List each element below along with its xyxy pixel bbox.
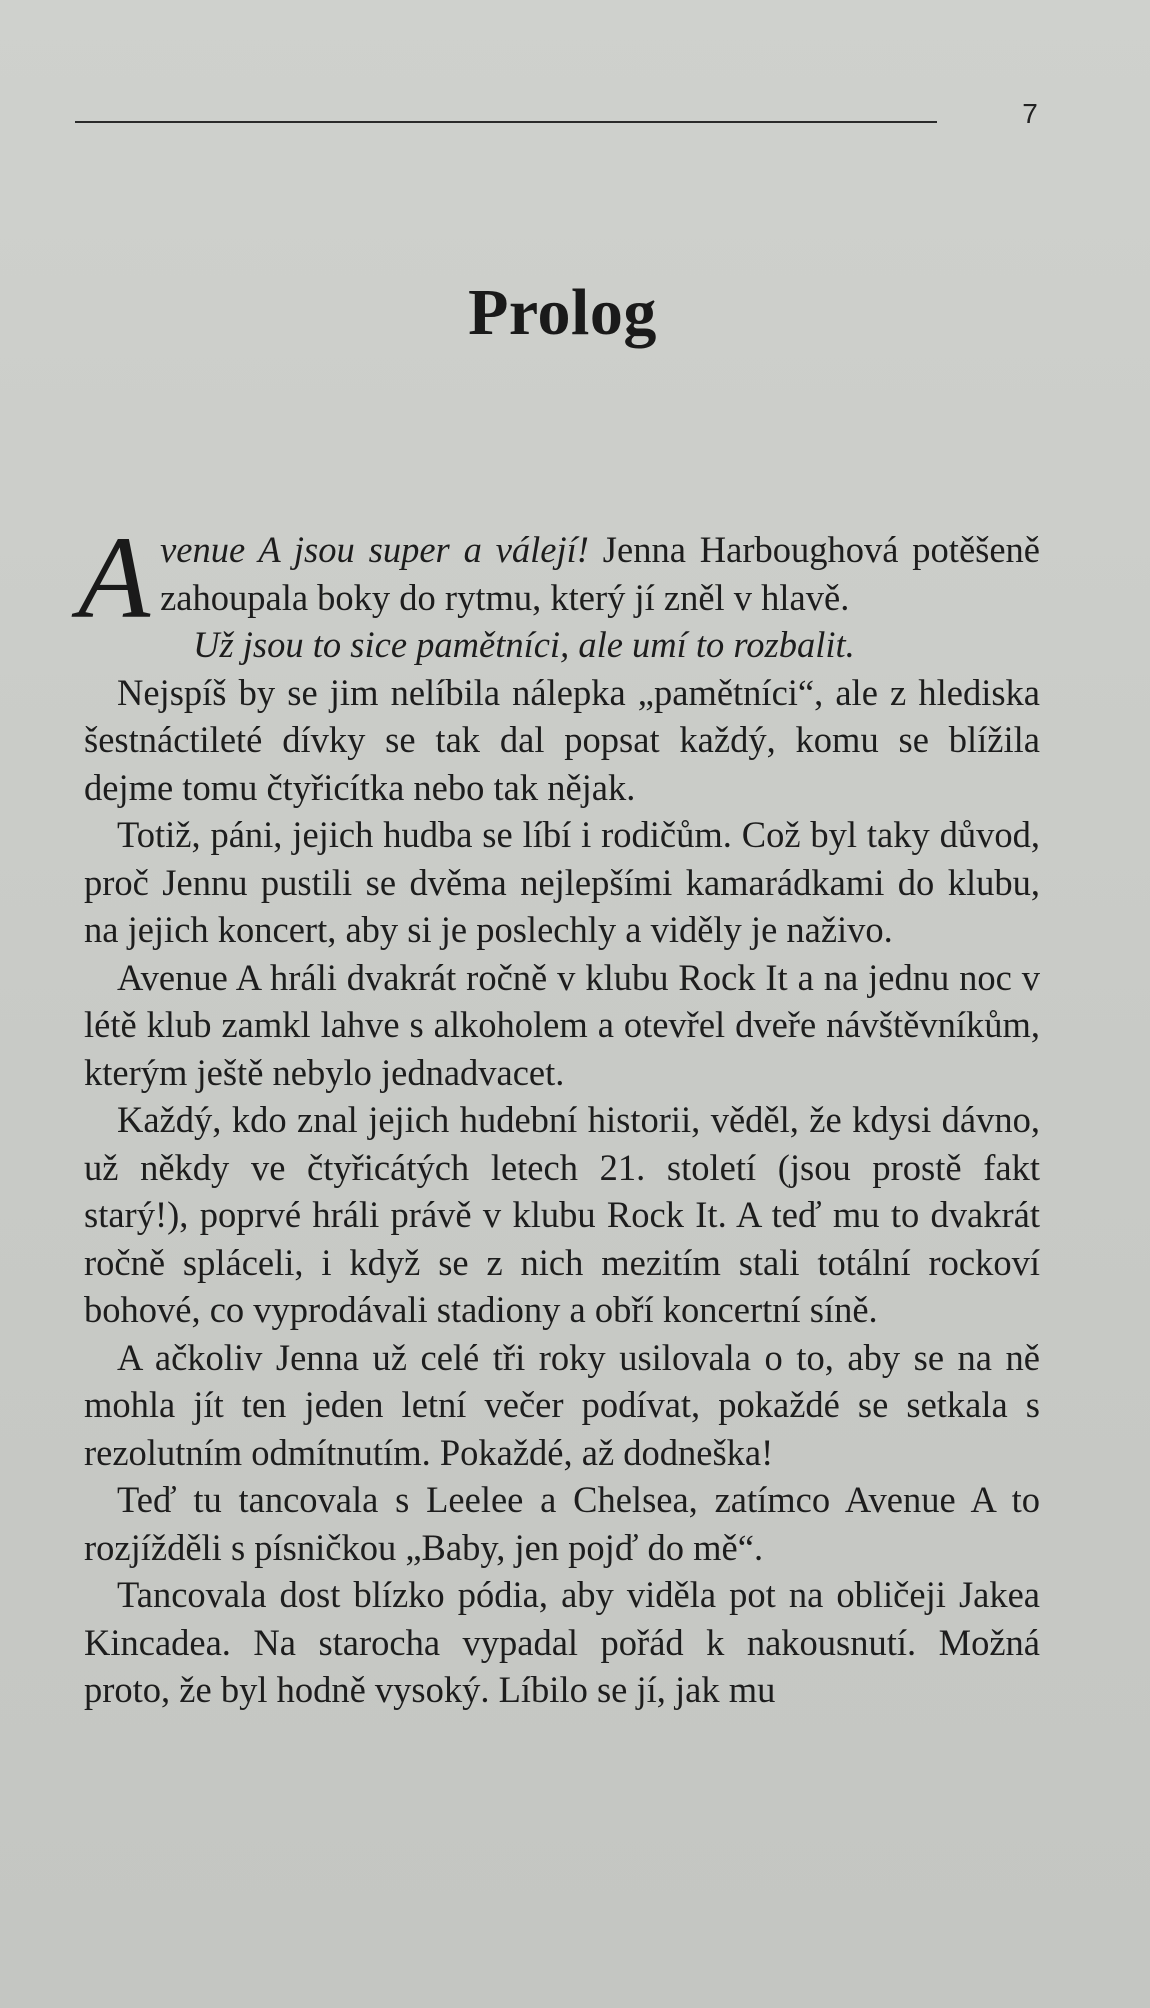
drop-cap: A: [78, 512, 151, 643]
page-number: 7: [1022, 98, 1038, 129]
paragraph-2: Už jsou to sice pamětníci, ale umí to rozbalit.: [193, 624, 855, 665]
paragraph-5: Avenue A hráli dvakrát ročně v klubu Rock It a na jednu noc v létě klub zamkl lahve s alkoholem a otevřel dveře návštěvníkům, kterým ještě nebylo jednadvacet.: [84, 956, 1040, 1093]
paragraph-6: Každý, kdo znal jejich hudební historii, věděl, že kdysi dávno, už někdy ve čtyřicátých letech 21. století (jsou prostě fakt starý!), poprvé hráli právě v klubu Rock It. A teď mu to dvakrát ročně spláceli, i když se z nich mezitím stali totální rockoví bohové, co vyprodávali stadiony a obří koncertní síně.: [84, 1099, 1040, 1330]
body-text: [78, 512, 1040, 1714]
paragraph-4: Totiž, páni, jejich hudba se líbí i rodičům. Což byl taky důvod, proč Jennu pustili se dvěma nejlepšími kamarádkami do klubu, na jejich koncert, aby si je poslechly a viděly je naživo.: [84, 814, 1040, 950]
paragraph-9: Tancovala dost blízko pódia, aby viděla pot na obličeji Jakea Kincadea. Na starocha vypadal pořád k nakousnutí. Možná proto, že byl hodně vysoký. Líbilo se jí, jak mu: [84, 1574, 1040, 1710]
paragraph-3: Nejspíš by se jim nelíbila nálepka „pamětníci“, ale z hlediska šestnáctileté dívky se tak dal popsat každý, komu se blížila dejme tomu čtyřicítka nebo tak nějak.: [84, 671, 1040, 808]
opening-paragraph-text: Jenna Harboughová potěšeně zahoupala boky do rytmu, který jí zněl v hlavě.: [160, 529, 1040, 618]
paragraph-1: [78, 512, 1040, 643]
paragraph-7: A ačkoliv Jenna už celé tři roky usilovala o to, aby se na ně mohla jít ten jeden letní večer podívat, pokaždé se setkala s rezolutním odmítnutím. Pokaždé, až dodneška!: [84, 1336, 1040, 1473]
opening-italic-phrase: venue A jsou super a válejí!: [160, 529, 589, 570]
paragraph-8: Teď tu tancovala s Leelee a Chelsea, zatímco Avenue A to rozjížděli s písničkou „Baby, jen pojď do mě“.: [84, 1479, 1040, 1568]
header-rule: [75, 121, 937, 123]
chapter-title: Prolog: [468, 276, 657, 349]
